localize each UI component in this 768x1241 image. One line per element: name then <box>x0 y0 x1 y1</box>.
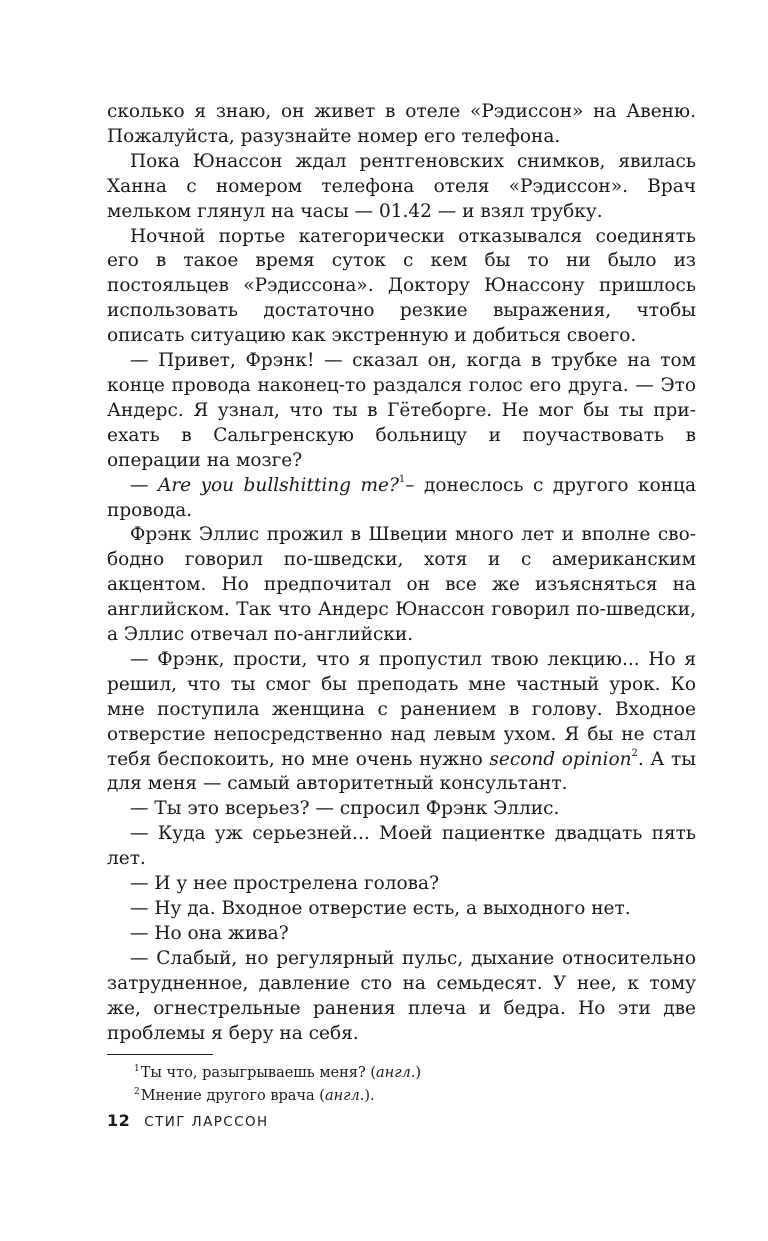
text-run: Фрэнк Эллис прожил в Швеции много лет и вполне свободно говорил по-шведски, хотя и с американским акцентом. Но предпочитал он все же изъясняться на английском. Так что Андерс Юнассон говорил по-шведски, а Эллис отвечал по-английски. <box>107 524 696 646</box>
footnote-marker: 1 <box>134 1063 140 1074</box>
body-text <box>107 100 696 1046</box>
text-run: Ночной портье категорически отказывался соединять его в такое время суток с кем бы то ни было из постояльцев «Рэдиссона». Доктору Юнассону пришлось использовать достаточно резкие выражения, чтобы описать ситуацию как экстренную и добиться своего. <box>107 225 696 347</box>
italic-text: англ. <box>376 1065 416 1082</box>
paragraph <box>107 897 696 922</box>
italic-text: second opinion <box>489 748 632 770</box>
text-run: Пока Юнассон ждал рентгеновских снимков, явилась Ханна с номером телефона отеля «Рэдиссон». Врач мельком глянул на часы — 01.42 — и взял трубку. <box>107 150 696 222</box>
paragraph <box>107 648 696 797</box>
text-run: — И у нее прострелена голова? <box>130 873 439 895</box>
text-run: — Ты это всерьез? — спросил Фрэнк Эллис. <box>130 798 560 820</box>
paragraph <box>107 100 696 150</box>
paragraph <box>107 523 696 648</box>
paragraph <box>107 797 696 822</box>
book-page <box>107 100 696 1108</box>
paragraph <box>107 822 696 872</box>
text-run: — <box>130 474 158 496</box>
running-footer <box>107 1111 269 1130</box>
paragraph <box>107 922 696 947</box>
text-run: — Куда уж серьезней... Моей пациентке двадцать пять лет. <box>107 823 696 870</box>
paragraph <box>107 872 696 897</box>
paragraph <box>107 474 696 524</box>
footnote-marker: 1 <box>398 474 406 486</box>
text-run: — Слабый, но регулярный пульс, дыхание относительно затрудненное, давление сто на семьдесят. У нее, к тому же, огнестрельные ранения плеча и бедра. Но эти две проблемы я беру на себя. <box>107 947 696 1044</box>
paragraph <box>107 150 696 225</box>
footnotes <box>107 1062 696 1108</box>
footnote-marker: 2 <box>631 748 638 760</box>
text-run: сколько я знаю, он живет в отеле «Рэдиссон» на Авеню. Пожалуйста, разузнайте номер его телефона. <box>107 101 696 147</box>
text-run: . А ты для меня — самый авторитетный консультант. <box>107 748 696 795</box>
footnote <box>107 1062 696 1085</box>
text-run: Ты что, разыгрываешь меня? ( <box>140 1065 376 1082</box>
italic-text: англ. <box>324 1088 365 1105</box>
paragraph <box>107 349 696 474</box>
paragraph <box>107 225 696 350</box>
footnote-marker: 2 <box>134 1086 140 1097</box>
text-run: — Привет, Фрэнк! — сказал он, когда в трубке на том конце провода наконец-то раздался голос его друга. — Это Андерс. Я узнал, что ты в Гётеборге. Не мог бы ты приехать в Сальгренскую больницу и поучаствовать в операции на мозге? <box>107 350 696 471</box>
page-number: 12 <box>107 1111 131 1130</box>
text-run: ). <box>364 1088 375 1105</box>
text-run: Мнение другого врача ( <box>140 1088 325 1105</box>
footnote-separator <box>107 1054 213 1055</box>
text-run: — Фрэнк, прости, что я пропустил твою лекцию... Но я решил, что ты смог бы преподать мне частный урок. Ко мне поступила женщина с ранением в голову. Входное отверстие непосредственно над левым ухом. Я бы не стал тебя беспокоить, но мне очень нужно <box>107 648 696 770</box>
footnote <box>107 1085 696 1108</box>
running-title: СТИГ ЛАРССОН <box>144 1114 269 1130</box>
text-run: — Ну да. Входное отверстие есть, а выходного нет. <box>130 898 631 919</box>
italic-text: Are you bullshitting me? <box>157 474 399 496</box>
text-run: – донеслось с другого конца провода. <box>107 474 696 521</box>
paragraph <box>107 947 696 1047</box>
text-run: — Но она жива? <box>130 922 289 944</box>
text-run: ) <box>415 1065 422 1082</box>
